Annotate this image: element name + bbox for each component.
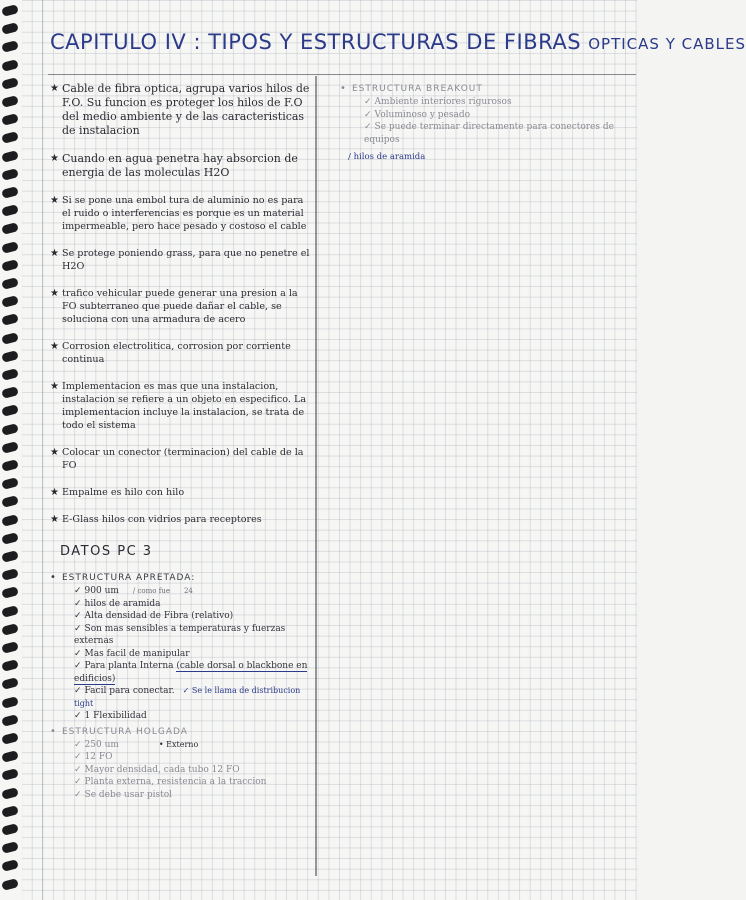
note-2: ★ Cuando en agua penetra hay absorcion de energia de las moleculas H2O (50, 152, 298, 179)
margin-line (42, 0, 43, 900)
star-bullet-icon: ★ (50, 341, 59, 352)
star-bullet-icon: ★ (50, 248, 59, 259)
apretada-item-1: ✓ 900 um / como fue 24 (74, 586, 193, 596)
dot-bullet-icon: • (340, 83, 347, 94)
spiral-ring (1, 587, 19, 600)
spiral-ring (1, 168, 19, 181)
datos-title: DATOS PC 3 (60, 544, 153, 559)
star-bullet-icon: ★ (50, 153, 59, 164)
holgada-item-1: ✓ 250 um • Externo (74, 739, 199, 750)
spiral-ring (1, 223, 19, 236)
page-title (50, 30, 746, 54)
spiral-ring (1, 477, 19, 490)
note-8: ★ Colocar un conector (terminacion) del cable de la FO (50, 447, 304, 471)
checkmark-icon: ✓ (74, 789, 82, 800)
spiral-ring (1, 132, 19, 145)
spiral-ring (1, 696, 19, 709)
spiral-ring (1, 714, 19, 727)
star-bullet-icon: ★ (50, 288, 59, 299)
checkmark-icon: ✓ (74, 739, 82, 750)
spiral-ring (1, 332, 19, 345)
apretada-item-6: ✓ Para planta Interna (cable dorsal o blackbone en edificios) (74, 661, 308, 684)
spiral-ring (1, 204, 19, 217)
apretada-item-3: ✓ Alta densidad de Fibra (relativo) (74, 611, 234, 621)
spiral-ring (1, 860, 19, 873)
note-4: ★ Se protege poniendo grass, para que no penetre el H2O (50, 248, 310, 272)
note-6: ★ Corrosion electrolitica, corrosion por corriente continua (50, 341, 291, 365)
spiral-ring (1, 423, 19, 436)
spiral-ring (1, 496, 19, 509)
holgada-item-5: ✓ Se debe usar pistol (74, 789, 173, 800)
checkmark-icon: ✓ (74, 648, 82, 659)
struct-apretada-label: • ESTRUCTURA APRETADA: (50, 572, 196, 583)
spiral-ring (1, 769, 19, 782)
dot-bullet-icon: • (50, 725, 57, 737)
apretada-item-2: ✓ hilos de aramida (74, 598, 161, 609)
checkmark-icon: ✓ (74, 623, 82, 634)
spiral-ring (1, 41, 19, 54)
checkmark-icon: ✓ (364, 97, 372, 107)
spiral-ring (1, 532, 19, 545)
note-5: ★ trafico vehicular puede generar una presion a la FO subterraneo que puede dañar el cable, se soluciona con una armadura de acero (50, 288, 298, 325)
star-bullet-icon: ★ (50, 487, 59, 498)
left-column (50, 82, 312, 801)
spiral-ring (1, 878, 19, 891)
spiral-ring (1, 314, 19, 327)
apretada-item-8: ✓ 1 Flexibilidad (74, 711, 147, 721)
spiral-ring (1, 750, 19, 763)
checkmark-icon: ✓ (74, 686, 82, 696)
spiral-ring (1, 787, 19, 800)
spiral-ring (1, 95, 19, 108)
spiral-ring (1, 514, 19, 527)
note-10: ★ E-Glass hilos con vidrios para receptores (50, 514, 262, 525)
spiral-ring (1, 113, 19, 126)
checkmark-icon: ✓ (74, 711, 82, 721)
spiral-ring (1, 77, 19, 90)
spiral-ring (1, 623, 19, 636)
apretada-item-5: ✓ Mas facil de manipular (74, 648, 190, 659)
spiral-ring (1, 405, 19, 418)
spiral-ring (1, 59, 19, 72)
spiral-ring (1, 350, 19, 363)
checkmark-icon: ✓ (364, 109, 372, 120)
struct-breakout-label: • ESTRUCTURA BREAKOUT (340, 83, 483, 94)
checkmark-icon: ✓ (74, 611, 82, 621)
spiral-ring (1, 459, 19, 472)
spiral-ring (1, 841, 19, 854)
note-7: ★ Implementacion es mas que una instalacion, instalacion se refiere a un objeto en especifico. La implementacion incluye la instalacion, se trata de todo el sistema (50, 381, 307, 431)
spiral-ring (1, 295, 19, 308)
spiral-ring (1, 550, 19, 563)
spiral-ring (1, 732, 19, 745)
spiral-ring (1, 386, 19, 399)
star-bullet-icon: ★ (50, 83, 59, 94)
spiral-binding (0, 0, 22, 900)
star-bullet-icon: ★ (50, 514, 59, 525)
spiral-ring (1, 277, 19, 290)
title-main: CAPITULO IV : TIPOS Y ESTRUCTURAS DE FIBRAS (50, 30, 582, 54)
checkmark-icon: ✓ (74, 661, 82, 671)
star-bullet-icon: ★ (50, 381, 59, 392)
spiral-ring (1, 186, 19, 199)
note-9: ★ Empalme es hilo con hilo (50, 487, 185, 498)
title-rule (48, 74, 636, 75)
note-3: ★ Si se pone una embol tura de aluminio no es para el ruido o interferencias es porque es un material impermeable, pero hace pesado y costoso el cable (50, 195, 307, 232)
checkmark-icon: ✓ (74, 777, 82, 787)
checkmark-icon: ✓ (74, 598, 82, 609)
spiral-ring (1, 368, 19, 381)
aramida-note: / hilos de aramida (348, 152, 426, 162)
holgada-item-4: ✓ Planta externa, resistencia a la traccion (74, 777, 267, 787)
checkmark-icon: ✓ (74, 586, 82, 596)
spiral-ring (1, 568, 19, 581)
apretada-item-4: ✓ Son mas sensibles a temperaturas y fuerzas externas (74, 623, 286, 646)
spiral-ring (1, 605, 19, 618)
column-divider (315, 76, 317, 876)
spiral-ring (1, 241, 19, 254)
spiral-ring (1, 659, 19, 672)
struct-holgada-label: • ESTRUCTURA HOLGADA (50, 725, 188, 737)
checkmark-icon: ✓ (364, 122, 372, 132)
spiral-ring (1, 678, 19, 691)
right-column (340, 80, 620, 162)
apretada-item-7: ✓ Facil para conectar. ✓ Se le llama de distribucion tight (74, 686, 301, 708)
spiral-ring (1, 805, 19, 818)
note-1: ★ Cable de fibra optica, agrupa varios hilos de F.O. Su funcion es proteger los hilos de F.O del medio ambiente y de las caracteristicas de instalacion (50, 82, 310, 137)
star-bullet-icon: ★ (50, 195, 59, 206)
spiral-ring (1, 823, 19, 836)
spiral-ring (1, 441, 19, 454)
holgada-item-2: ✓ 12 FO (74, 752, 113, 762)
spiral-ring (1, 4, 19, 17)
breakout-item-3: ✓ Se puede terminar directamente para conectores de equipos (364, 122, 614, 145)
spiral-ring (1, 259, 19, 272)
title-tail: OPTICAS Y CABLES (588, 35, 746, 53)
spiral-ring (1, 22, 19, 35)
breakout-item-2: ✓ Voluminoso y pesado (364, 109, 471, 120)
breakout-item-1: ✓ Ambiente interiores rigurosos (364, 97, 512, 107)
dot-bullet-icon: • (50, 572, 57, 583)
spiral-ring (1, 150, 19, 163)
holgada-item-3: ✓ Mayor densidad, cada tubo 12 FO (74, 764, 240, 775)
checkmark-icon: ✓ (74, 764, 82, 775)
star-bullet-icon: ★ (50, 447, 59, 458)
spiral-ring (1, 641, 19, 654)
checkmark-icon: ✓ (74, 752, 82, 762)
